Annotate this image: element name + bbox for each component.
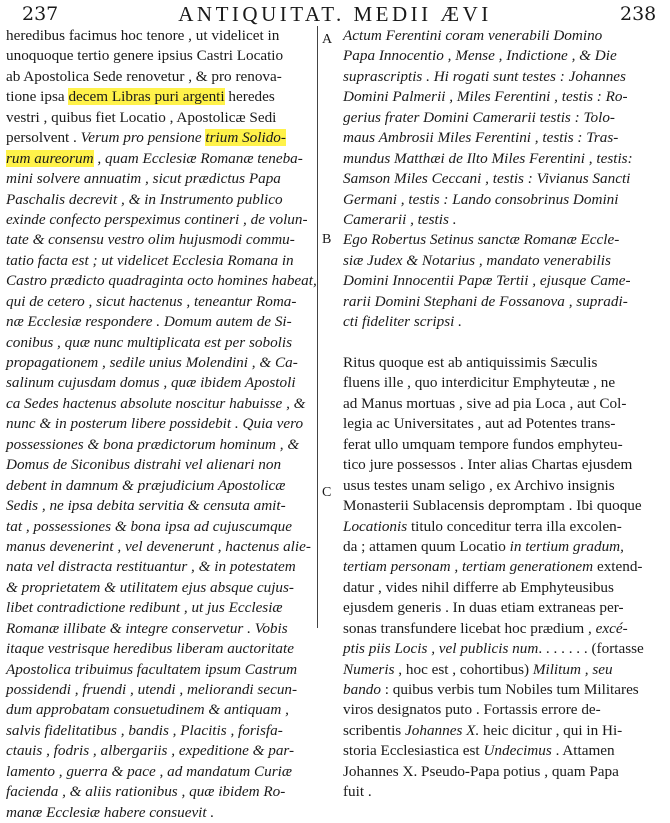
text-segment: Johannes X. Pseudo-Papa potius , quam Papa xyxy=(343,762,619,780)
text-segment: extend- xyxy=(593,558,643,576)
text-segment: ab Apostolica Sede renovetur , & pro renova- xyxy=(6,67,282,85)
left-page-number: 237 xyxy=(22,3,59,25)
text-segment: . . . . . . . (fortasse xyxy=(538,640,644,658)
text-segment: , hoc est , cohortibus) xyxy=(394,660,533,678)
text-line xyxy=(343,312,661,332)
text-segment: libet contradictione redibunt , ut jus Ecclesiæ xyxy=(6,599,283,617)
highlighted-text: trium Solido- xyxy=(205,129,286,147)
text-line xyxy=(343,46,661,66)
text-line xyxy=(343,619,661,639)
text-segment: fluens ille , quo interdicitur Emphyteutæ , ne xyxy=(343,374,616,392)
text-line xyxy=(343,67,661,87)
column-divider xyxy=(317,26,318,628)
margin-letter-b: B xyxy=(322,232,332,247)
text-segment: ejusdem generis . In duas etiam extraneas per- xyxy=(343,599,624,617)
text-line xyxy=(6,660,316,680)
text-segment: Papa Innocentio , Mense , Indictione , & Die xyxy=(343,47,617,65)
text-segment: heic dicitur , qui in Hi- xyxy=(479,721,623,739)
text-segment: scribentis xyxy=(343,721,406,739)
text-segment: Actum Ferentini coram venerabili Domino xyxy=(343,27,603,44)
text-line xyxy=(343,476,661,496)
text-line xyxy=(6,721,316,741)
text-segment: viros designatos puto . Fortassis errore de- xyxy=(343,701,601,719)
text-line xyxy=(343,414,661,434)
text-line xyxy=(343,660,661,680)
text-line xyxy=(343,517,661,537)
text-segment: da ; attamen quum Locatio xyxy=(343,537,510,555)
text-line xyxy=(343,537,661,557)
text-segment: mini solvere annuatim , sicut prædictus Papa xyxy=(6,170,281,188)
text-line xyxy=(6,353,316,373)
text-line xyxy=(343,26,661,46)
text-segment: Locationis xyxy=(343,517,408,535)
text-line xyxy=(6,149,316,169)
text-line xyxy=(6,210,316,230)
text-segment: mundus Matthæi de Ilto Miles Ferentini , testis: xyxy=(343,149,633,167)
text-segment: rarii Domini Stephani de Fossanova , supradi- xyxy=(343,292,628,310)
text-segment: sonas transfundere licebat hoc prædium , xyxy=(343,619,596,637)
text-segment: titulo conceditur terra illa excolen- xyxy=(407,517,622,535)
text-line xyxy=(6,537,316,557)
text-segment: persolvent . xyxy=(6,129,81,147)
text-segment: vestri , quibus fiet Locatio , Apostolicæ Sedi xyxy=(6,108,277,126)
text-line xyxy=(343,87,661,107)
text-line xyxy=(6,414,316,434)
text-line xyxy=(343,598,661,618)
text-line xyxy=(6,557,316,577)
text-line xyxy=(343,496,661,516)
text-line xyxy=(343,149,661,169)
text-segment: Militum , seu xyxy=(532,660,613,678)
text-segment: tatio facta est ; ut videlicet Ecclesia Romana in xyxy=(6,251,294,269)
text-segment: ca Sedes hactenus absolute noscitur habuisse , & xyxy=(6,394,306,412)
text-line xyxy=(6,251,316,271)
text-segment: suprascriptis . Hi rogati sunt testes : Johannes xyxy=(343,67,626,85)
text-segment: possessiones & bona prædictorum hominum , & xyxy=(6,435,300,453)
text-line xyxy=(6,169,316,189)
text-line xyxy=(6,517,316,537)
text-line xyxy=(6,496,316,516)
text-segment: conibus , quæ nunc multiplicata est per sobolis xyxy=(6,333,293,351)
text-segment: bando xyxy=(343,681,381,698)
text-line xyxy=(6,230,316,250)
text-line xyxy=(343,333,661,353)
text-line xyxy=(343,557,661,577)
text-line xyxy=(343,762,661,782)
text-line xyxy=(343,639,661,659)
text-line xyxy=(343,455,661,475)
text-segment: qui de cetero , sicut hactenus , teneantur Roma- xyxy=(6,292,297,310)
text-line xyxy=(6,476,316,496)
text-segment: & proprietatem & utilitatem ejus absque cujus- xyxy=(6,578,294,596)
text-line xyxy=(6,312,316,332)
text-segment: tione ipsa xyxy=(6,88,69,106)
text-segment: Verum pro pensione xyxy=(80,129,206,147)
text-segment: debent in damnum & præjudicium Apostolicæ xyxy=(6,476,286,494)
text-line xyxy=(6,782,316,802)
text-segment: Samson Miles Ceccani , testis : Vivianus Sancti xyxy=(343,170,631,188)
text-segment: legia ac Universitates , aut ad Potentes trans- xyxy=(343,415,616,433)
text-segment: in tertium gradum, xyxy=(509,537,624,555)
margin-letter-a: A xyxy=(322,32,333,47)
text-segment: Domus de Siconibus distrahi vel alienari non xyxy=(6,456,282,474)
text-segment: , quam Ecclesiæ Romanæ teneba- xyxy=(93,149,303,167)
text-line xyxy=(6,26,316,46)
text-segment: ptis piis Locis , vel publicis num xyxy=(343,640,539,658)
highlighted-text: rum aureorum xyxy=(6,149,94,167)
text-line xyxy=(343,782,661,802)
text-line xyxy=(343,230,661,250)
text-line xyxy=(343,190,661,210)
text-line xyxy=(6,578,316,598)
text-line xyxy=(6,292,316,312)
text-segment: Domini Innocentii Papæ Tertii , ejusque Came- xyxy=(343,272,631,290)
text-segment: Castro prædicto quadraginta octo homines habeat, xyxy=(6,272,317,290)
text-segment: ctauis , fodris , albergariis , expeditione & par- xyxy=(6,742,295,760)
text-line xyxy=(343,578,661,598)
text-segment: storia Ecclesiastica est xyxy=(343,742,484,760)
right-column-text xyxy=(343,26,661,803)
text-segment: salinum cujusdam domus , quæ ibidem Apostoli xyxy=(6,374,296,392)
text-line xyxy=(6,394,316,414)
text-line xyxy=(6,639,316,659)
text-line xyxy=(6,128,316,148)
text-line xyxy=(343,271,661,291)
text-segment: exinde confecto perspeximus contineri , de volun- xyxy=(6,210,308,228)
text-segment: nunc & in posterum libere possidebit . Quia vero xyxy=(6,415,304,433)
text-line xyxy=(6,46,316,66)
text-segment: . Attamen xyxy=(551,742,615,760)
text-line xyxy=(343,373,661,393)
text-segment: Apostolica tribuimus facultatem ipsum Castrum xyxy=(6,660,298,678)
text-line xyxy=(6,435,316,455)
running-title: ANTIQUITAT. MEDII ÆVI xyxy=(178,2,492,26)
text-line xyxy=(6,680,316,700)
text-line xyxy=(6,67,316,87)
text-line xyxy=(343,353,661,373)
text-segment: Ego Robertus Setinus sanctæ Romanæ Eccle- xyxy=(343,231,620,249)
highlighted-text: decem Libras puri argenti xyxy=(68,88,225,106)
text-segment: manæ Ecclesiæ habere consuevit . xyxy=(6,803,215,821)
text-line xyxy=(6,373,316,393)
text-line xyxy=(6,333,316,353)
text-line xyxy=(343,680,661,700)
text-segment: Numeris xyxy=(343,660,395,678)
text-line xyxy=(343,108,661,128)
text-segment: tertiam personam , tertiam generationem xyxy=(343,558,594,576)
text-line xyxy=(6,455,316,475)
text-segment: Johannes X. xyxy=(405,721,480,739)
text-segment: dum approbatam consuetudinem & antiquam , xyxy=(6,701,289,719)
text-segment: maus Ambrosii Miles Ferentini , testis : Tras- xyxy=(343,129,619,147)
text-segment: nata vel distracta restituantur , & in potestatem xyxy=(6,558,296,576)
text-segment: Camerarii , testis . xyxy=(343,210,457,228)
text-line xyxy=(6,271,316,291)
text-line xyxy=(343,251,661,271)
text-segment: tat , possessiones & bona ipsa ad cujuscumque xyxy=(6,517,293,535)
text-line xyxy=(6,598,316,618)
text-segment: propagationem , sedile unius Molendini , & Ca- xyxy=(6,354,298,371)
text-line xyxy=(6,87,316,107)
text-segment: excé- xyxy=(595,619,628,637)
text-segment: tico jure possessos . Inter alias Chartas ejusdem xyxy=(343,456,633,474)
text-line xyxy=(6,700,316,720)
text-segment: tate & consensu vestro olim hujusmodi commu- xyxy=(6,231,295,249)
text-line xyxy=(343,128,661,148)
text-segment: heredibus facimus hoc tenore , ut videlicet in xyxy=(6,27,280,44)
text-line xyxy=(343,292,661,312)
text-segment: itaque vestrisque heredibus liberam auctoritate xyxy=(6,640,294,658)
text-line xyxy=(6,619,316,639)
text-line xyxy=(343,700,661,720)
text-segment: ad Manus mortuas , sive ad pia Loca , aut Col- xyxy=(343,394,627,412)
text-segment: facienda , & aliis rationibus , quæ ibidem Ro- xyxy=(6,783,286,801)
text-line xyxy=(6,803,316,823)
text-line xyxy=(343,741,661,761)
text-line xyxy=(343,394,661,414)
text-segment: possidendi , fruendi , utendi , meliorandi secun- xyxy=(6,681,298,698)
text-segment: fuit . xyxy=(343,783,372,801)
text-line xyxy=(6,762,316,782)
text-line xyxy=(6,741,316,761)
text-segment: manus devenerint , vel devenerunt , hactenus alie- xyxy=(6,537,311,555)
text-segment: datur , vides nihil differre ab Emphyteusibus xyxy=(343,578,614,596)
text-segment: usus testes unam seligo , ex Archivo insignis xyxy=(343,476,615,494)
text-segment: gerius frater Domini Camerarii testis : Tolo- xyxy=(343,108,615,126)
text-line xyxy=(343,210,661,230)
margin-letter-c: C xyxy=(322,485,332,500)
text-segment: ferat ullo umquam tempore fundos emphyteu- xyxy=(343,435,623,453)
text-line xyxy=(343,169,661,189)
text-segment: Domini Palmerii , Miles Ferentini , testis : Ro- xyxy=(343,88,628,106)
text-segment: Germani , testis : Lando consobrinus Domini xyxy=(343,190,619,208)
text-segment: siæ Judex & Notarius , mandato venerabilis xyxy=(343,251,611,269)
text-segment: Monasterii Sublacensis depromptam . Ibi quoque xyxy=(343,497,642,515)
text-line xyxy=(343,435,661,455)
text-segment: Romanæ illibate & integre conservetur . Vobis xyxy=(6,619,288,637)
text-line xyxy=(343,721,661,741)
left-column-text xyxy=(6,26,316,823)
text-segment: Ritus quoque est ab antiquissimis Sæculis xyxy=(343,354,598,371)
text-segment: Undecimus xyxy=(483,742,552,760)
text-segment: heredes xyxy=(224,88,275,106)
text-segment: næ Ecclesiæ respondere . Domum autem de Si- xyxy=(6,313,292,331)
right-page-number: 238 xyxy=(620,3,657,25)
text-line xyxy=(6,108,316,128)
text-segment: Paschalis decrevit , & in Instrumento publico xyxy=(6,190,283,208)
text-segment: salvis fidelitatibus , bandis , Placitis , forisfa- xyxy=(6,721,283,739)
text-segment: Sedis , ne ipsa debita servitia & censuta amit- xyxy=(6,497,286,515)
text-line xyxy=(6,190,316,210)
text-segment: : quibus verbis tum Nobiles tum Militares xyxy=(380,681,639,698)
text-segment: lamento , guerra & pace , ad mandatum Curiæ xyxy=(6,762,293,780)
text-segment: cti fideliter scripsi . xyxy=(343,313,462,331)
text-segment: unoquoque tertio genere ipsius Castri Locatio xyxy=(6,47,284,65)
